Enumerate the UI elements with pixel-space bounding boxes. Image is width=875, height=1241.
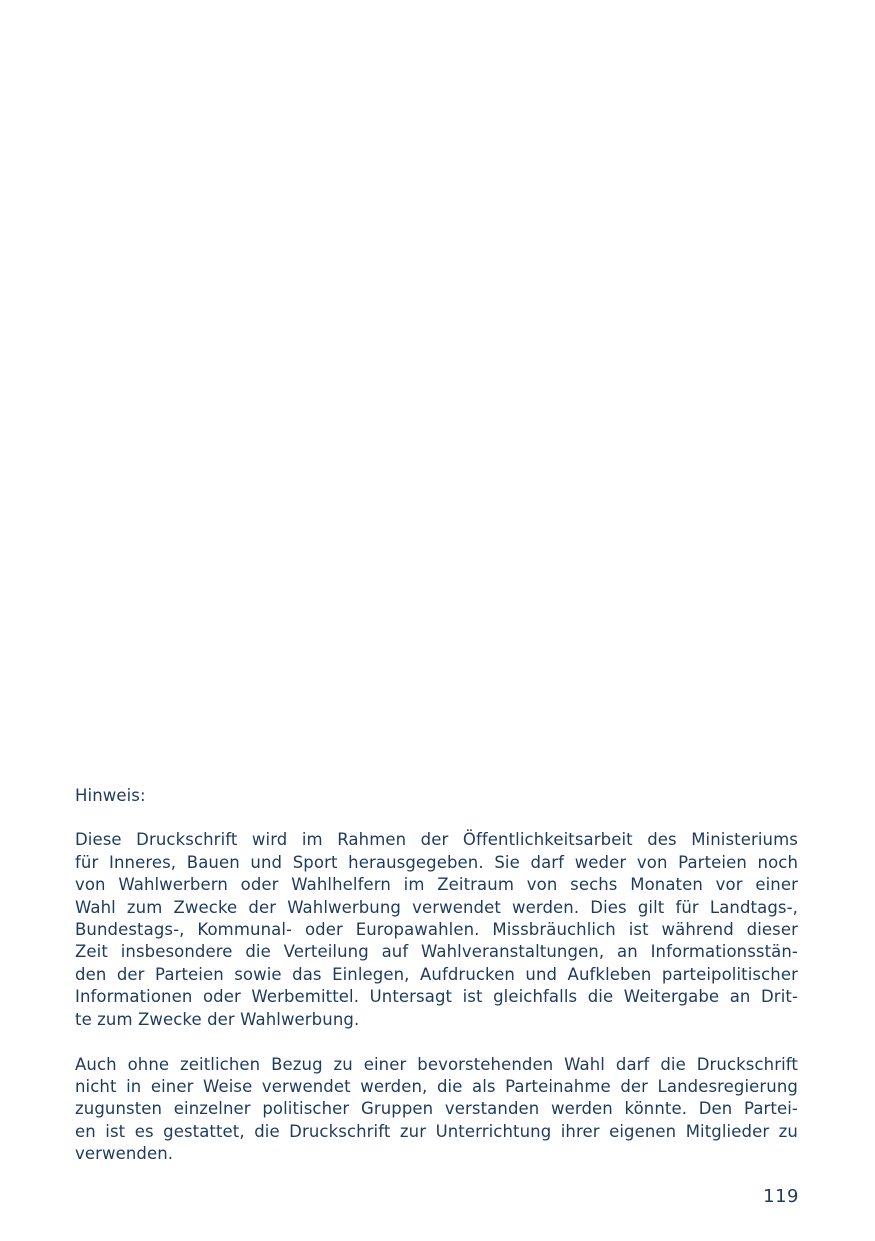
page-number: 119 (763, 1186, 799, 1207)
paragraph-line: Bundestags-, Kommunal- oder Europawahlen. Missbräuchlich ist während dieser (75, 920, 798, 940)
paragraph-line: en ist es gestattet, die Druckschrift zur Unterrichtung ihrer eigenen Mitglieder zu (75, 1121, 798, 1141)
paragraph-line: für Inneres, Bauen und Sport herausgegeben. Sie darf weder von Parteien noch (75, 852, 798, 872)
notice-section (75, 785, 798, 1188)
notice-paragraph-2 (75, 1054, 798, 1166)
paragraph-line: nicht in einer Weise verwendet werden, die als Parteinahme der Landesregierung (75, 1076, 798, 1096)
paragraph-line: Wahl zum Zwecke der Wahlwerbung verwendet werden. Dies gilt für Landtags-, (75, 897, 798, 917)
paragraph-line: Diese Druckschrift wird im Rahmen der Öffentlichkeitsarbeit des Ministeriums (75, 830, 798, 850)
paragraph-line: den der Parteien sowie das Einlegen, Aufdrucken und Aufkleben parteipolitischer (75, 964, 798, 984)
paragraph-line: von Wahlwerbern oder Wahlhelfern im Zeitraum von sechs Monaten vor einer (75, 875, 798, 895)
notice-heading: Hinweis: (75, 786, 146, 805)
paragraph-line: Zeit insbesondere die Verteilung auf Wahlveranstaltungen, an Informationsstän- (75, 942, 798, 962)
paragraph-line: verwenden. (75, 1144, 174, 1164)
paragraph-line: Auch ohne zeitlichen Bezug zu einer bevorstehenden Wahl darf die Druckschrift (75, 1054, 798, 1074)
paragraph-line: te zum Zwecke der Wahlwerbung. (75, 1009, 360, 1029)
paragraph-line: zugunsten einzelner politischer Gruppen verstanden werden könnte. Den Partei- (75, 1099, 798, 1119)
notice-paragraph-1 (75, 829, 798, 1031)
paragraph-line: Informationen oder Werbemittel. Untersagt ist gleichfalls die Weitergabe an Drit- (75, 987, 798, 1007)
